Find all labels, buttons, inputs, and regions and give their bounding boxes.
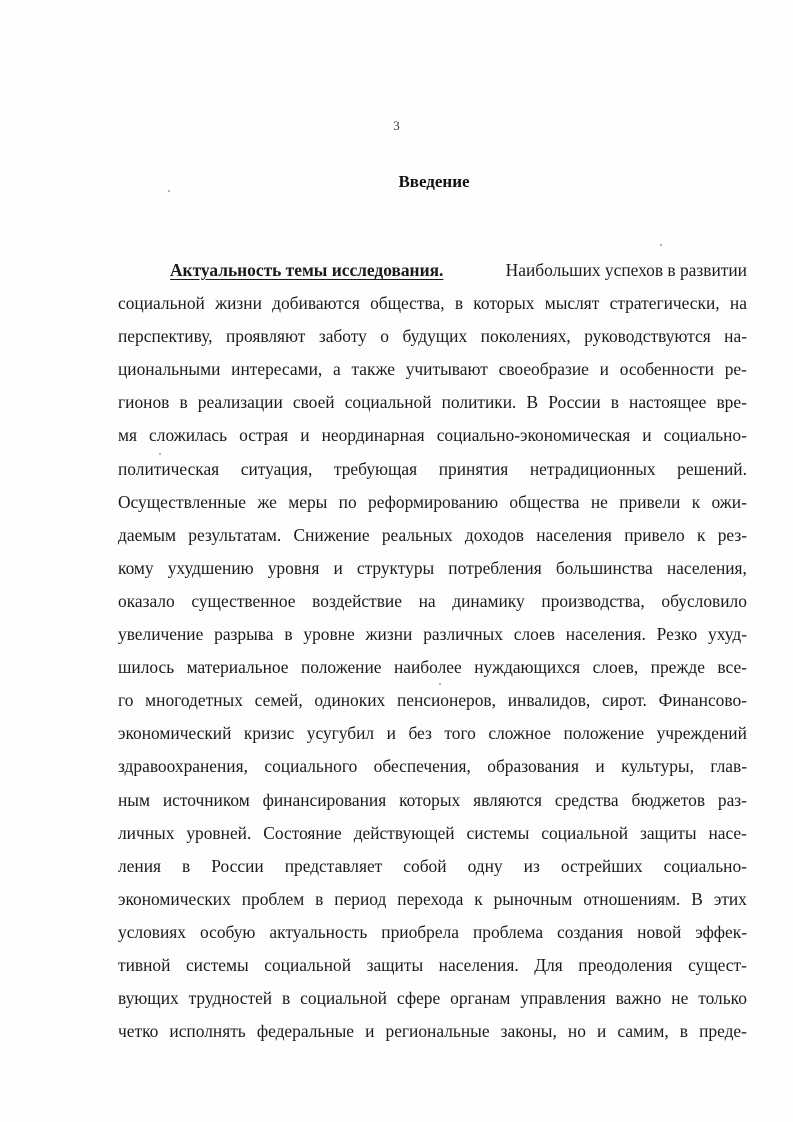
word: рез- <box>717 524 747 545</box>
word: существенное <box>191 590 296 611</box>
word: этих <box>713 888 747 909</box>
word: глав- <box>710 756 747 777</box>
word: большинства <box>555 557 653 578</box>
word: того <box>444 723 476 744</box>
word: трудностей <box>188 988 273 1009</box>
text-line <box>118 287 747 320</box>
word: реализации <box>197 392 283 413</box>
word: источником <box>162 789 250 810</box>
word: социального <box>264 756 358 777</box>
word: проблема <box>472 921 544 942</box>
text-line <box>118 419 747 452</box>
text-line <box>118 585 747 618</box>
word: своей <box>292 392 335 413</box>
word: и <box>597 1021 607 1042</box>
word: пенсионеров, <box>396 690 496 711</box>
word: федеральные <box>256 1021 355 1042</box>
word: проявляют <box>225 326 306 347</box>
word: положение <box>563 723 645 744</box>
text-line <box>118 949 747 982</box>
text-line <box>118 552 747 585</box>
word: к <box>691 491 701 512</box>
word: новой <box>637 921 682 942</box>
word: учитывают <box>405 359 488 380</box>
word: принятия <box>438 458 509 479</box>
word: Снижение <box>293 524 370 545</box>
word: без <box>408 723 432 744</box>
word: тивной <box>118 954 171 975</box>
word: личных <box>118 822 175 843</box>
page-number: 3 <box>393 118 400 133</box>
word: общества <box>509 491 580 512</box>
text-line <box>118 453 747 486</box>
word: стратегически, <box>609 293 720 314</box>
text-line <box>118 684 747 717</box>
text-line <box>118 618 747 651</box>
word: настоящее <box>629 392 707 413</box>
word: решений. <box>677 458 747 479</box>
word: наиболее <box>393 657 462 678</box>
word: культуры, <box>621 756 694 777</box>
word: Финансово- <box>658 690 747 711</box>
word: результатам. <box>188 524 282 545</box>
word: неординарная <box>321 425 425 446</box>
scan-speck <box>159 453 161 455</box>
word: добиваются <box>272 293 360 314</box>
word: слоев, <box>592 657 639 678</box>
text-line <box>118 254 747 287</box>
word: ре- <box>724 359 747 380</box>
word: многодетных <box>145 690 243 711</box>
word: социальной <box>118 293 205 314</box>
word: к <box>474 888 483 909</box>
word: уровне <box>303 624 355 645</box>
word: разрыва <box>214 624 274 645</box>
word: поколениях, <box>480 326 571 347</box>
text-line <box>118 850 747 883</box>
word: финансирования <box>262 789 387 810</box>
word: социальной <box>264 954 352 975</box>
text-line <box>118 883 747 916</box>
word: социально- <box>663 425 747 446</box>
word: населения. <box>565 624 646 645</box>
word: все- <box>717 657 747 678</box>
word: будущих <box>402 326 468 347</box>
word: мя <box>118 425 138 446</box>
word: нуждающихся <box>474 657 581 678</box>
word: раз- <box>717 789 747 810</box>
word: только <box>698 988 747 1009</box>
word: в <box>315 888 324 909</box>
word: собой <box>403 855 447 876</box>
word: особенности <box>619 359 714 380</box>
word: и <box>599 359 609 380</box>
word: экономический <box>118 723 232 744</box>
word: насе- <box>708 822 747 843</box>
text-line <box>118 320 747 353</box>
word: действующей <box>353 822 455 843</box>
word: четко <box>118 1021 159 1042</box>
word: слоев <box>513 624 555 645</box>
word: различных <box>423 624 503 645</box>
word: и <box>642 425 652 446</box>
text-line <box>118 486 747 519</box>
word: циональными <box>118 359 221 380</box>
word: о <box>380 326 389 347</box>
word: одиноких <box>314 690 386 711</box>
word: и <box>386 723 396 744</box>
word: привело <box>624 524 685 545</box>
word: требующая <box>333 458 418 479</box>
word: Для <box>534 954 563 975</box>
word: системы <box>185 954 249 975</box>
word: в <box>610 392 619 413</box>
word: материальное <box>186 657 289 678</box>
word: вре- <box>716 392 747 413</box>
text-line <box>118 519 747 552</box>
word: создания <box>557 921 624 942</box>
word: острейших <box>560 855 643 876</box>
word: из <box>523 855 540 876</box>
word: на <box>729 293 747 314</box>
text-line <box>118 717 747 750</box>
word: актуальность <box>269 921 368 942</box>
word: политическая <box>118 458 220 479</box>
word: реальных <box>381 524 453 545</box>
word: ожи- <box>711 491 747 512</box>
word: ления <box>118 855 162 876</box>
word: исполнять <box>169 1021 246 1042</box>
text-lines <box>118 287 747 1048</box>
word: динамику <box>452 590 525 611</box>
word: но <box>567 1021 586 1042</box>
word: усугубил <box>306 723 375 744</box>
word: социальной <box>541 822 629 843</box>
word: не <box>671 988 689 1009</box>
word: важно <box>615 988 662 1009</box>
word: жизни <box>365 624 413 645</box>
word: ухудшению <box>167 557 254 578</box>
word: меры <box>288 491 328 512</box>
word: в <box>454 293 464 314</box>
word: эффек- <box>695 921 747 942</box>
text-line <box>118 982 747 1015</box>
word: России <box>548 392 601 413</box>
word: и <box>595 756 605 777</box>
word: России <box>211 855 264 876</box>
section-heading: Введение <box>398 172 470 191</box>
word: в <box>284 624 293 645</box>
word: населения. <box>438 954 519 975</box>
word: привели <box>619 491 681 512</box>
word: нетрадиционных <box>529 458 656 479</box>
word: в <box>679 1021 689 1042</box>
word: которых <box>399 789 461 810</box>
word: же <box>257 491 277 512</box>
scan-speck <box>168 190 170 192</box>
scan-speck <box>439 683 441 685</box>
word: защиты <box>639 822 697 843</box>
word: здравоохранения, <box>118 756 248 777</box>
word: приобрела <box>381 921 459 942</box>
word: период <box>334 888 387 909</box>
word: являются <box>473 789 543 810</box>
word: региональные <box>385 1021 490 1042</box>
word: образования <box>487 756 579 777</box>
word: вующих <box>118 988 179 1009</box>
word: преде- <box>699 1021 747 1042</box>
word: самим, <box>617 1021 669 1042</box>
word: сирот. <box>602 690 647 711</box>
word: управления <box>520 988 606 1009</box>
word: увеличение <box>118 624 204 645</box>
word: своеобразие <box>498 359 589 380</box>
lead-phrase: Актуальность темы исследования. <box>170 260 444 280</box>
scan-speck <box>660 244 662 246</box>
word: общества, <box>370 293 445 314</box>
word: также <box>351 359 395 380</box>
word: а <box>333 359 341 380</box>
word: населения, <box>666 557 747 578</box>
word: острая <box>239 425 289 446</box>
word: органам <box>450 988 511 1009</box>
word: оказало <box>118 590 175 611</box>
text-line <box>118 386 747 419</box>
word: воздействие <box>312 590 402 611</box>
word: Резко <box>656 624 698 645</box>
word: перехода <box>397 888 464 909</box>
word: перспективу, <box>118 326 213 347</box>
word: учреждений <box>656 723 747 744</box>
word: интересами, <box>231 359 323 380</box>
word: преодоления <box>578 954 673 975</box>
word: и <box>365 1021 375 1042</box>
text-line <box>118 353 747 386</box>
word: условиях <box>118 921 187 942</box>
word: законы, <box>500 1021 557 1042</box>
word: сложное <box>488 723 551 744</box>
word: особую <box>199 921 256 942</box>
text-line <box>118 916 747 949</box>
word: на- <box>724 326 747 347</box>
word: и <box>300 425 310 446</box>
word: го <box>118 690 134 711</box>
word: шилось <box>118 657 175 678</box>
word: в <box>282 988 291 1009</box>
word: заботу <box>318 326 367 347</box>
word: Осуществленные <box>118 491 247 512</box>
text-line <box>118 817 747 850</box>
word: представляет <box>284 855 383 876</box>
word: отношениям. <box>583 888 681 909</box>
word: семей, <box>254 690 303 711</box>
word: уровня <box>267 557 320 578</box>
word: защиты <box>366 954 424 975</box>
word: Состояние <box>263 822 342 843</box>
word: структуры <box>356 557 435 578</box>
word: политики. <box>441 392 517 413</box>
word: системы <box>466 822 530 843</box>
word: социально- <box>663 855 747 876</box>
word: В <box>526 392 539 413</box>
word: жизни <box>215 293 262 314</box>
word: производства, <box>541 590 645 611</box>
word: социально-экономическая <box>436 425 631 446</box>
word: к <box>696 524 706 545</box>
word: гионов <box>118 392 170 413</box>
word: экономических <box>118 888 231 909</box>
word: кому <box>118 557 154 578</box>
word: мыслят <box>544 293 600 314</box>
word: положение <box>300 657 382 678</box>
word: которых <box>473 293 535 314</box>
word: потребления <box>448 557 542 578</box>
word: одну <box>467 855 503 876</box>
text-line <box>118 1015 747 1048</box>
word: ситуация, <box>240 458 313 479</box>
text-line <box>118 651 747 684</box>
word: средства <box>554 789 619 810</box>
word: даемым <box>118 524 176 545</box>
word: инвалидов, <box>507 690 591 711</box>
word: в <box>179 392 188 413</box>
word: рыночным <box>493 888 573 909</box>
word: проблем <box>241 888 305 909</box>
word: прежде <box>650 657 705 678</box>
word: социальной <box>344 392 432 413</box>
word: на <box>418 590 436 611</box>
word: руководствуются <box>584 326 711 347</box>
word: сфере <box>396 988 441 1009</box>
word: населения <box>536 524 612 545</box>
word: сущест- <box>688 954 747 975</box>
word: ухуд- <box>708 624 747 645</box>
word: обусловило <box>661 590 747 611</box>
word: сложилась <box>149 425 228 446</box>
body-text <box>118 254 747 1048</box>
word: в <box>182 855 191 876</box>
text-line <box>118 750 747 783</box>
word: не <box>590 491 608 512</box>
word: кризис <box>243 723 295 744</box>
word: В <box>691 888 703 909</box>
word: доходов <box>464 524 524 545</box>
word: бюджетов <box>631 789 706 810</box>
word: социальной <box>300 988 387 1009</box>
word: обеспечения, <box>373 756 471 777</box>
text-line <box>118 784 747 817</box>
word: уровней. <box>186 822 252 843</box>
word: ным <box>118 789 150 810</box>
text-line-content: Наибольших успехов в развитии <box>505 260 747 280</box>
word: по <box>338 491 357 512</box>
word: и <box>333 557 343 578</box>
word: реформированию <box>368 491 499 512</box>
